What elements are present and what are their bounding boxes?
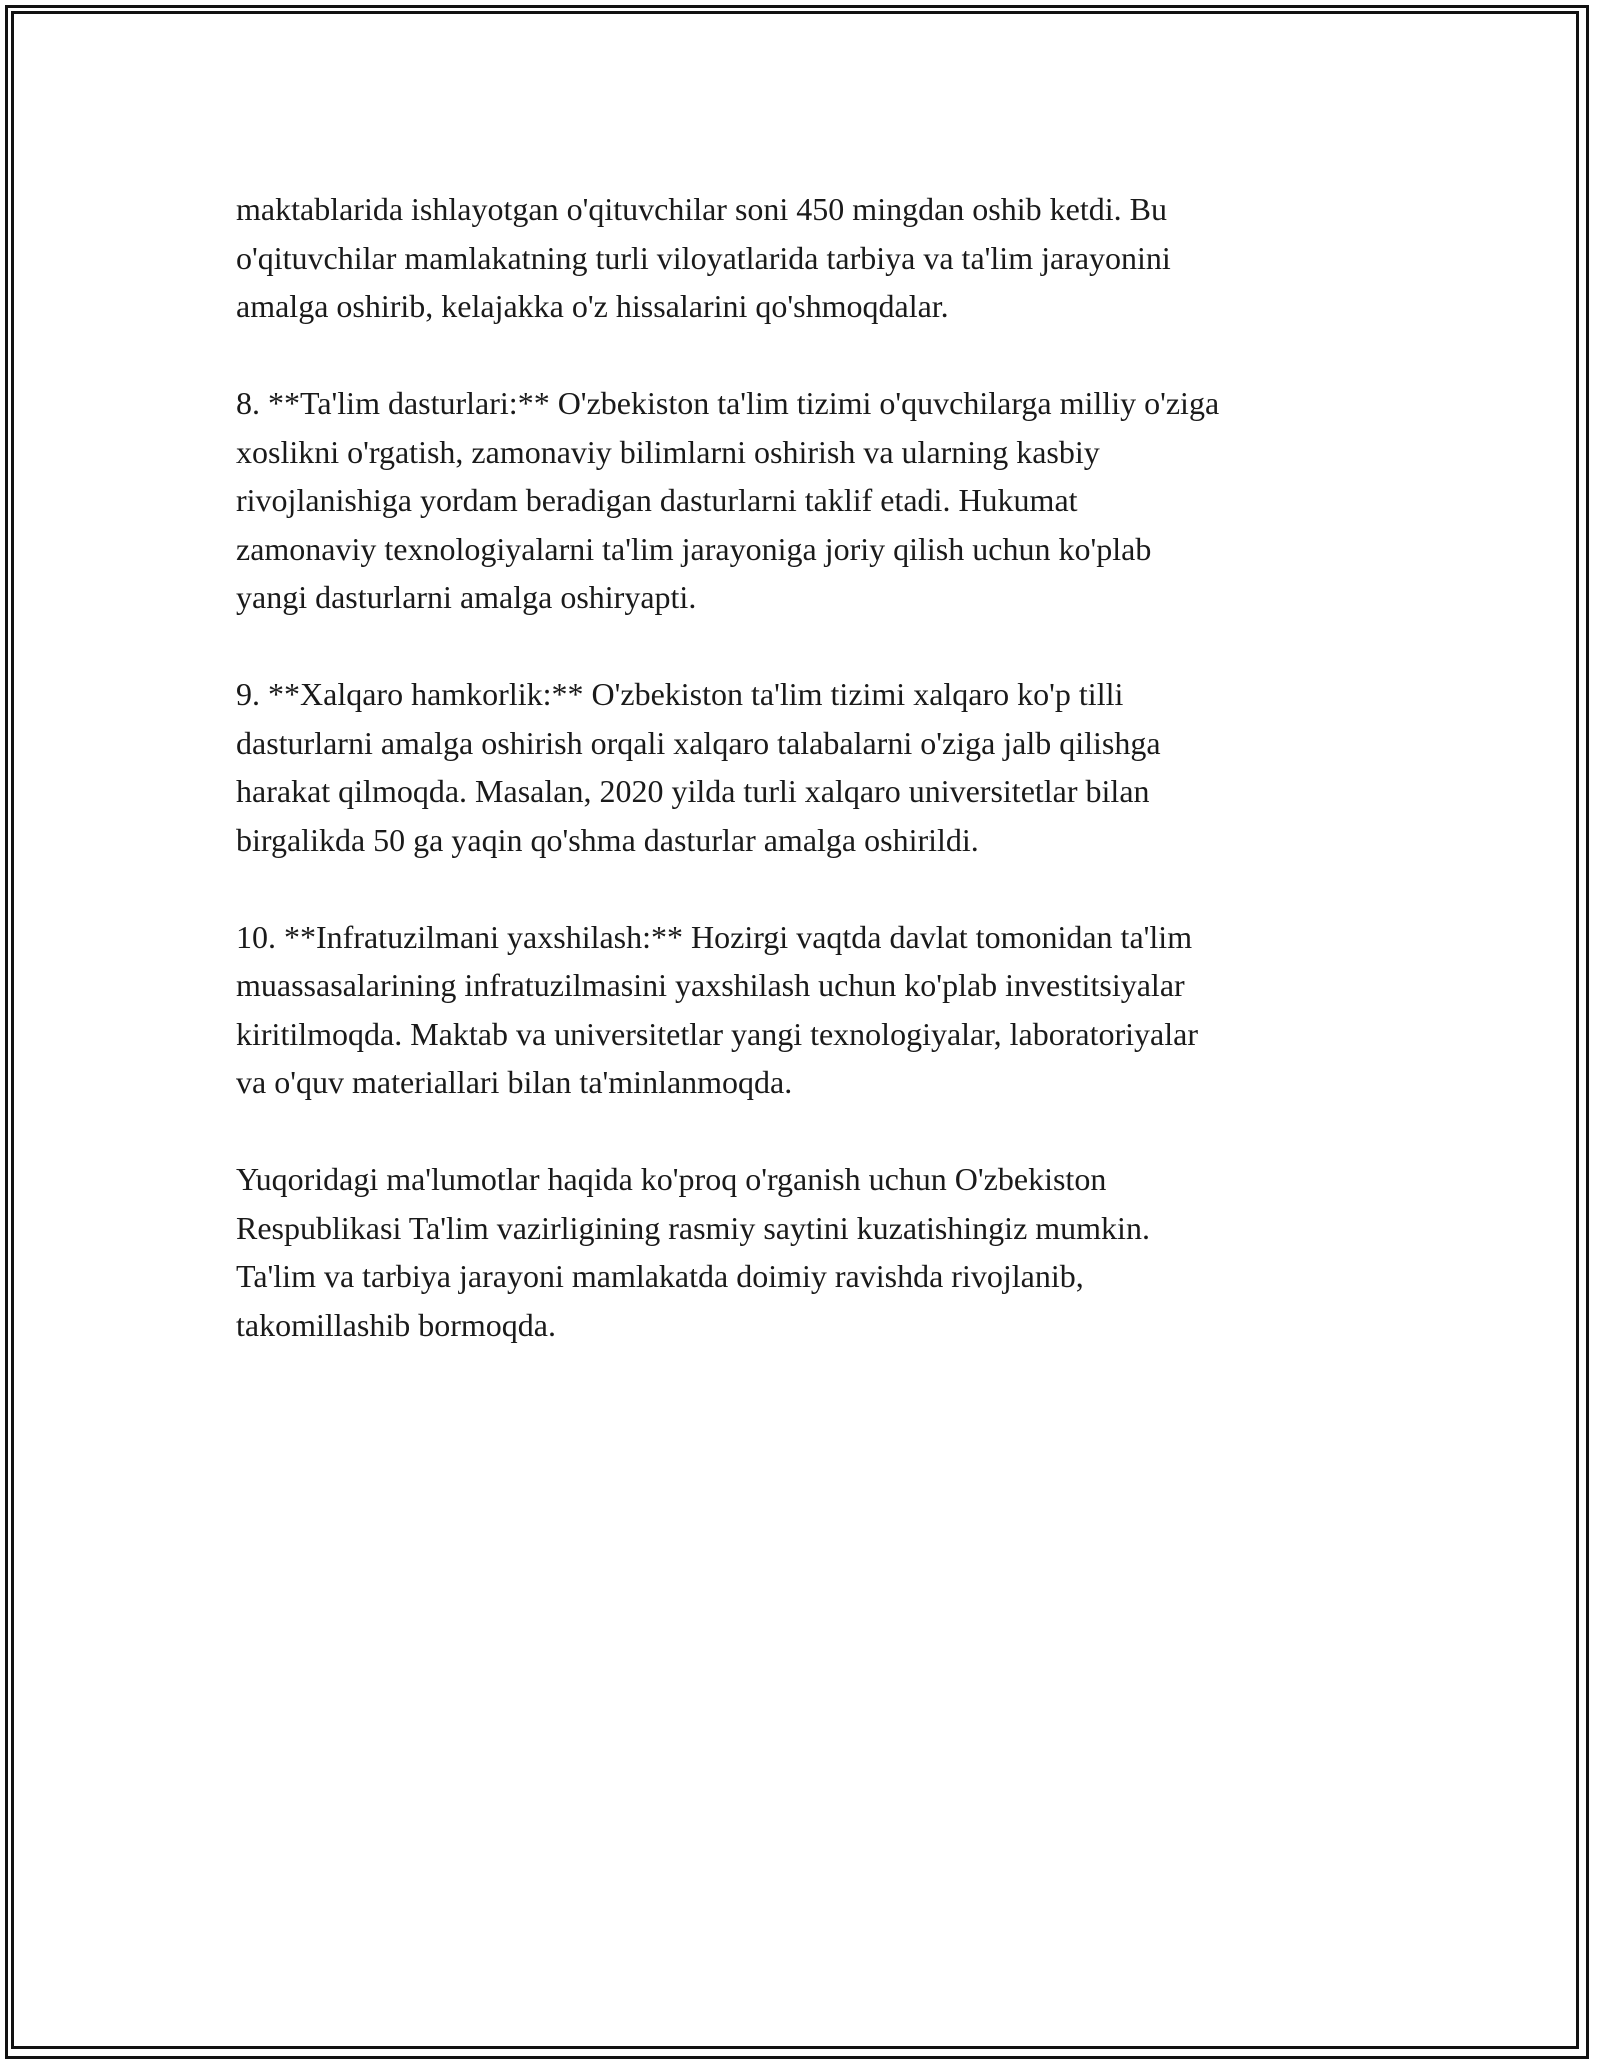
paragraph-item-8 <box>236 379 1406 622</box>
text-line: muassasalarining infratuzilmasini yaxshilash uchun ko'plab investitsiyalar <box>236 967 1185 1003</box>
text-line: va o'quv materiallari bilan ta'minlanmoqda. <box>236 1064 793 1100</box>
text-line: 8. **Ta'lim dasturlari:** O'zbekiston ta'lim tizimi o'quvchilarga milliy o'ziga <box>236 385 1220 421</box>
text-line: Respublikasi Ta'lim vazirligining rasmiy saytini kuzatishingiz mumkin. <box>236 1209 1150 1246</box>
text-line: Yuqoridagi ma'lumotlar haqida ko'proq o'rganish uchun O'zbekiston <box>236 1161 1107 1197</box>
text-line: kiritilmoqda. Maktab va universitetlar yangi texnologiyalar, laboratoriyalar <box>236 1015 1198 1052</box>
text-line: dasturlarni amalga oshirish orqali xalqaro talabalarni o'ziga jalb qilishga <box>236 724 1161 761</box>
text-line: zamonaviy texnologiyalarni ta'lim jarayoniga joriy qilish uchun ko'plab <box>236 530 1152 567</box>
text-line: xoslikni o'rgatish, zamonaviy bilimlarni oshirish va ularning kasbiy <box>236 433 1100 470</box>
text-line: amalga oshirib, kelajakka o'z hissalarini qo'shmoqdalar. <box>236 288 949 324</box>
text-line: birgalikda 50 ga yaqin qo'shma dasturlar amalga oshirildi. <box>236 821 979 858</box>
document-body <box>236 185 1406 1398</box>
text-line: o'qituvchilar mamlakatning turli viloyatlarida tarbiya va ta'lim jarayonini <box>236 239 1171 276</box>
text-line: rivojlanishiga yordam beradigan dasturlarni taklif etadi. Hukumat <box>236 482 1078 518</box>
paragraph-intro-continuation <box>236 185 1406 331</box>
text-line: harakat qilmoqda. Masalan, 2020 yilda turli xalqaro universitetlar bilan <box>236 773 1150 809</box>
text-line: 10. **Infratuzilmani yaxshilash:** Hozirgi vaqtda davlat tomonidan ta'lim <box>236 918 1193 955</box>
text-line: yangi dasturlarni amalga oshiryapti. <box>236 579 697 615</box>
paragraph-closing <box>236 1155 1406 1349</box>
text-line: takomillashib bormoqda. <box>236 1306 556 1343</box>
paragraph-item-10 <box>236 913 1406 1107</box>
text-line: maktablarida ishlayotgan o'qituvchilar soni 450 mingdan oshib ketdi. Bu <box>236 191 1167 227</box>
text-line: 9. **Xalqaro hamkorlik:** O'zbekiston ta'lim tizimi xalqaro ko'p tilli <box>236 676 1124 712</box>
text-line: Ta'lim va tarbiya jarayoni mamlakatda doimiy ravishda rivojlanib, <box>236 1258 1084 1294</box>
paragraph-item-9 <box>236 670 1406 864</box>
